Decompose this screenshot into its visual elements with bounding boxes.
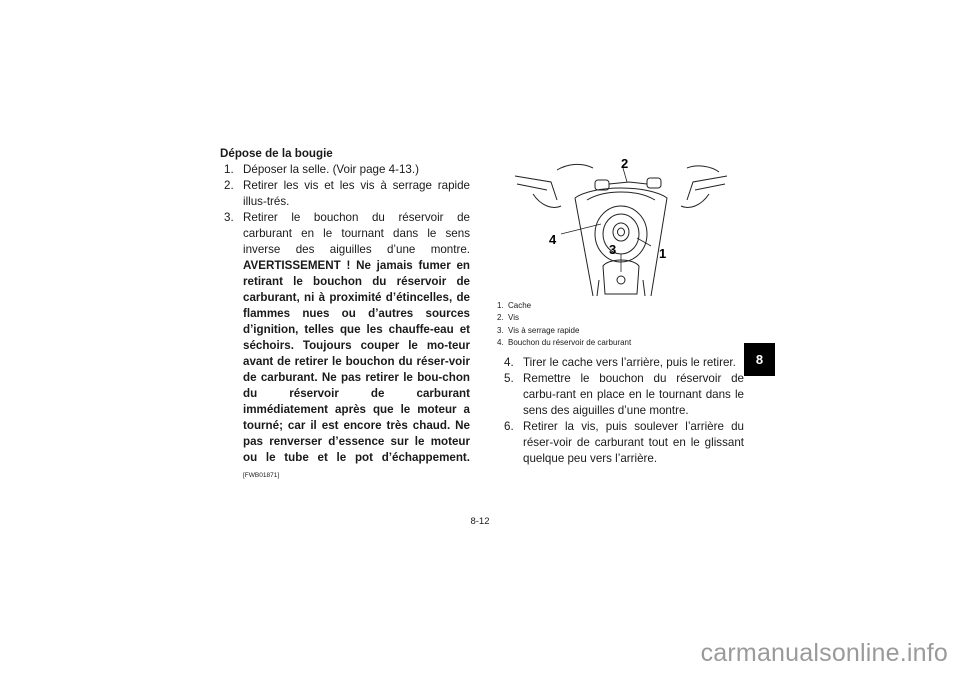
caption-number: 3.: [497, 325, 504, 335]
figure-captions: [497, 300, 745, 350]
watermark: carmanualsonline.info: [700, 639, 948, 667]
callout-4: 4: [549, 232, 557, 247]
step-6: [500, 419, 744, 467]
callout-3: 3: [609, 242, 617, 257]
caption-number: 2.: [497, 313, 504, 323]
callout-2: 2: [621, 156, 629, 171]
caption-text: Vis: [508, 313, 519, 323]
step-text: Retirer le bouchon du réservoir de carburant en le tournant dans le sens inverse des aiguilles d’une montre.: [243, 211, 470, 256]
step-5: [500, 371, 744, 419]
step-3: [220, 210, 470, 484]
caption-text: Cache: [508, 301, 532, 310]
quick-fastener: [617, 276, 625, 284]
step-1: [220, 162, 470, 178]
warning-reference: [FWB01871]: [243, 472, 280, 479]
step-2: [220, 178, 470, 210]
caption-item: [497, 325, 745, 337]
page-number: 8-12: [470, 516, 490, 527]
step-text: Retirer les vis et les vis à serrage rapide illus-trés.: [243, 179, 470, 208]
caption-text: Bouchon du réservoir de carburant: [508, 338, 632, 348]
caption-item: [497, 312, 745, 324]
step-text: Déposer la selle. (Voir page 4-13.): [243, 163, 419, 176]
step-text: Retirer la vis, puis soulever l’arrière du réser-voir de carburant tout en le glissant quelque peu vers l’arrière.: [523, 420, 744, 465]
caption-item: [497, 300, 745, 312]
section-heading: Dépose de la bougie: [220, 147, 333, 160]
caption-item: [497, 337, 745, 349]
step-text: Remettre le bouchon du réservoir de carbu-rant en place en le tournant dans le sens des aiguilles d’une montre.: [523, 372, 744, 417]
left-column: [220, 146, 470, 484]
caption-number: 1.: [497, 301, 504, 310]
step-number: 5.: [504, 372, 514, 385]
right-column: [500, 355, 744, 467]
fuel-tank-illustration: [497, 154, 745, 296]
step-number: 1.: [224, 163, 234, 176]
caption-text: Vis à serrage rapide: [508, 325, 580, 335]
step-number: 4.: [504, 356, 514, 369]
vehicle-drawing: [515, 164, 727, 296]
fuel-cap-center: [613, 223, 629, 241]
warning-text: AVERTISSEMENT ! Ne jamais fumer en retirant le bouchon du réservoir de carburant, ni à proximité d’étincelles, de flammes nues ou d’autres sources d’ignition, telles que les chauffe-eau et séchoirs. Toujours couper le mo-teur avant de retirer le bouchon du réser-voir de carburant. Ne pas retirer le bou-chon du réservoir de carburant immédiatement après que le moteur a tourné; car il est encore très chaud. Ne pas renverser d’essence sur le moteur ou le tube et le pot d’échappement.: [243, 259, 470, 464]
caption-number: 4.: [497, 338, 504, 348]
step-number: 2.: [224, 179, 234, 192]
step-number: 6.: [504, 420, 514, 433]
step-number: 3.: [224, 211, 234, 224]
step-text: Tirer le cache vers l’arrière, puis le retirer.: [523, 356, 736, 369]
step-4: [500, 355, 744, 371]
callout-1: 1: [659, 246, 667, 261]
tank-cover: [575, 188, 667, 296]
chapter-tab: 8: [744, 343, 775, 376]
